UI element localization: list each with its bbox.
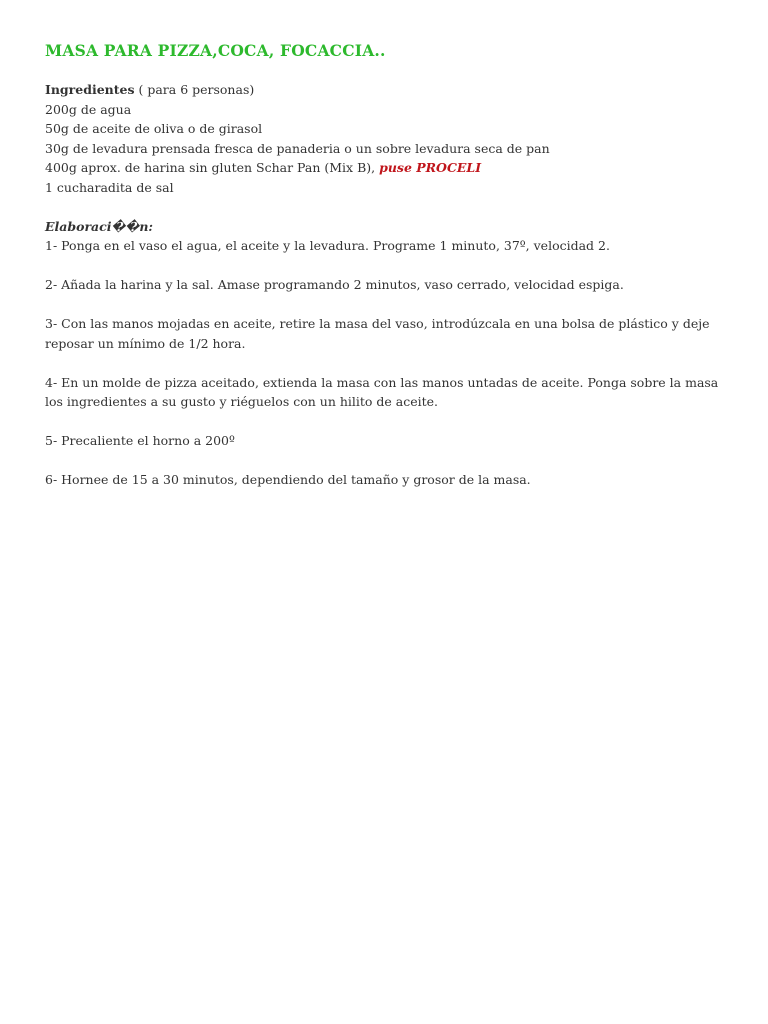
step-item: 6- Hornee de 15 a 30 minutos, dependiendo del tamaño y grosor de la masa.	[45, 472, 531, 487]
ingredient-item-with-note	[45, 158, 735, 178]
ingredient-item: 50g de aceite de oliva o de girasol	[45, 121, 263, 136]
ingredient-item: 200g de agua	[45, 101, 132, 117]
elaboration-heading: Elaboraci��n:	[45, 218, 154, 234]
ingredients-heading: Ingredientes	[45, 82, 135, 97]
recipe-title: MASA PARA PIZZA,COCA, FOCACCIA..	[45, 41, 386, 60]
recipe-document	[45, 40, 735, 509]
step-item: 1- Ponga en el vaso el agua, el aceite y la levadura. Programe 1 minuto, 37º, velocidad 2.	[45, 238, 610, 253]
step-item: 5- Precaliente el horno a 200º	[45, 433, 235, 448]
ingredient-note: puse PROCELI	[379, 160, 482, 175]
step-item: 2- Añada la harina y la sal. Amase programando 2 minutos, vaso cerrado, velocidad espiga.	[45, 277, 624, 292]
ingredient-item: 400g aprox. de harina sin gluten Schar Pan (Mix B),	[45, 160, 380, 175]
ingredients-section	[45, 80, 735, 197]
steps-section	[45, 236, 735, 490]
ingredient-item: 30g de levadura prensada fresca de panaderia o un sobre levadura seca de pan	[45, 140, 550, 156]
step-item: 3- Con las manos mojadas en aceite, retire la masa del vaso, introdúzcala en una bolsa de plástico y deje reposar un mínimo de 1/2 hora.	[45, 316, 710, 351]
step-item: 4- En un molde de pizza aceitado, extienda la masa con las manos untadas de aceite. Ponga sobre la masa los ingredientes a su gusto y riéguelos con un hilito de aceite.	[45, 374, 719, 409]
ingredient-item: 1 cucharadita de sal	[45, 179, 174, 195]
ingredients-heading-line	[45, 80, 735, 100]
ingredients-serving: ( para 6 personas)	[134, 82, 255, 97]
